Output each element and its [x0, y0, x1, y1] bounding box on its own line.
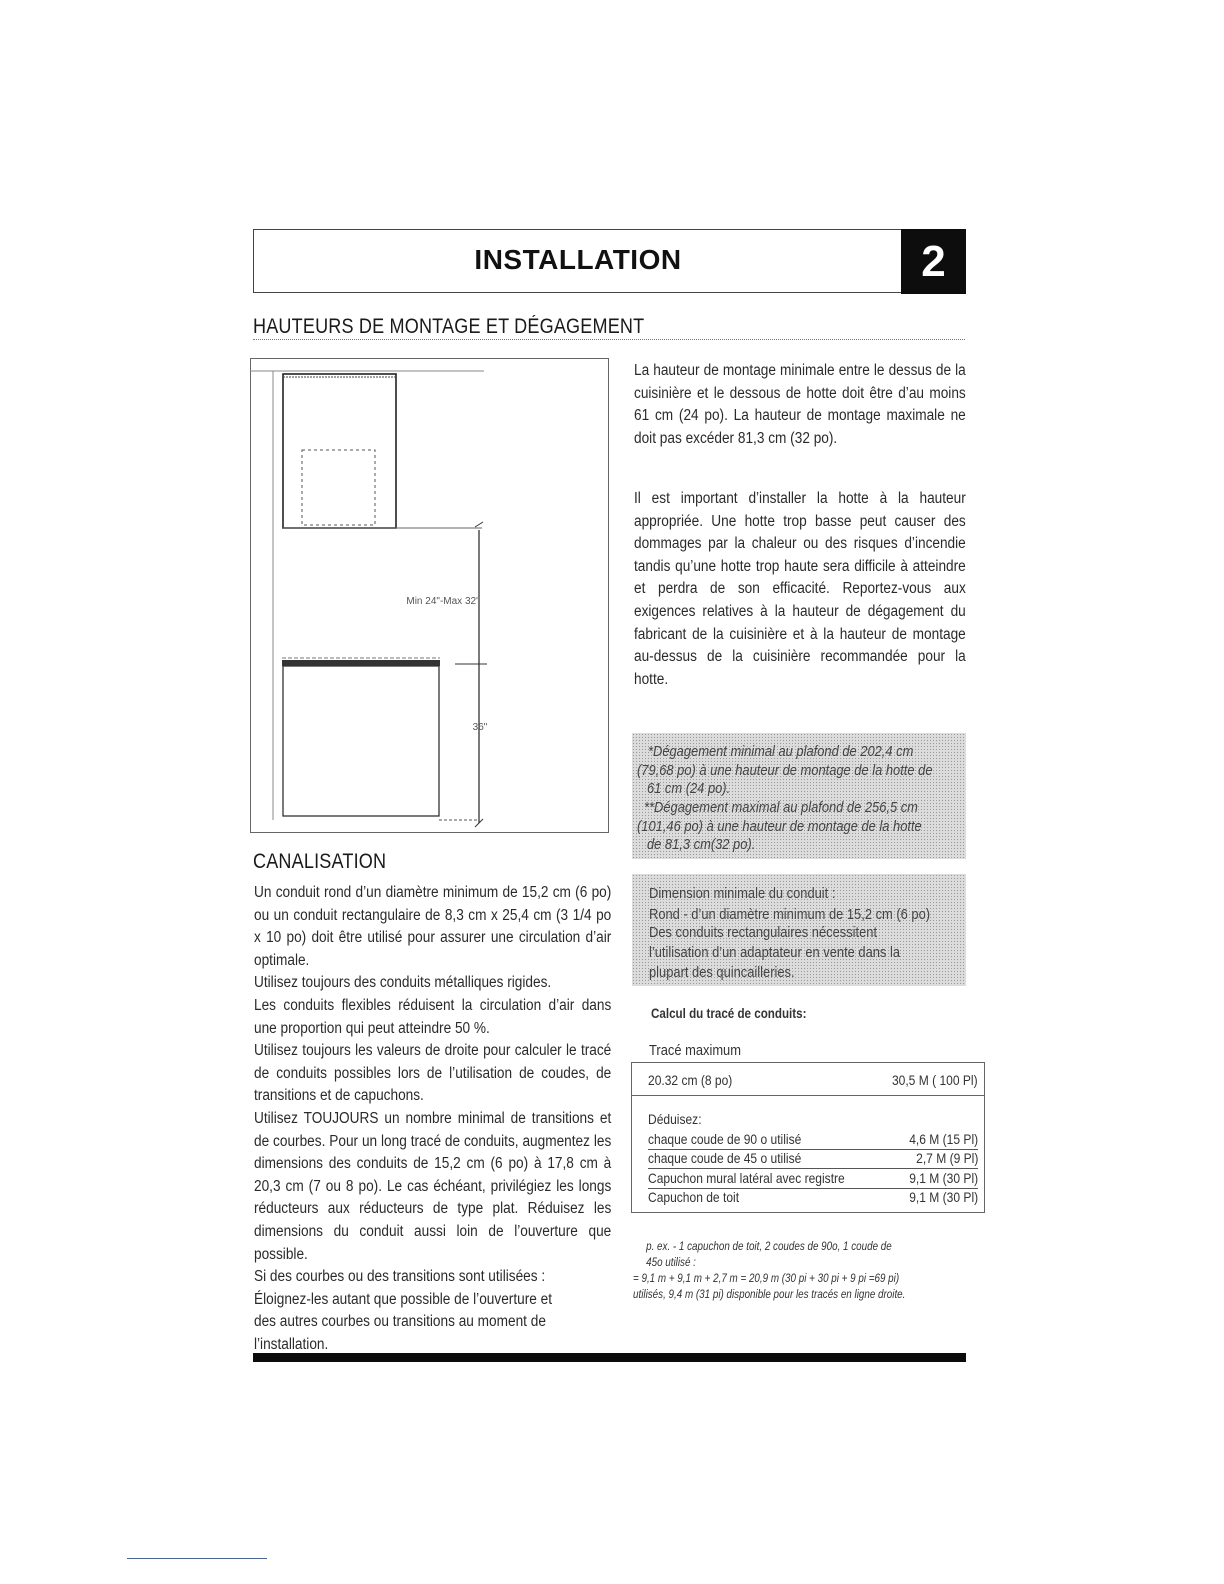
table-cell-label: 20.32 cm (8 po) — [648, 1072, 733, 1088]
table-row-deduct — [648, 1111, 978, 1129]
ducting-paragraph — [254, 882, 611, 1356]
ducting-paragraph-line: Utilisez toujours les valeurs de droite pour calculer le tracé de conduits possibles lors de l’utilisation de coudes, de transitions et de capuchons. — [254, 1042, 612, 1105]
table-cell-value: 9,1 M (30 Pl) — [909, 1189, 978, 1205]
section-divider — [253, 339, 965, 340]
clearance-note-line: (79,68 po) à une hauteur de montage de la hotte de — [637, 762, 933, 779]
ducting-paragraph-line: Éloignez-les autant que possible de l’ouverture et — [254, 1290, 553, 1308]
range-body-shape — [283, 666, 439, 816]
table-cell-label: Déduisez: — [648, 1111, 702, 1127]
table-cell-label: Capuchon de toit — [648, 1189, 740, 1205]
page-title: INSTALLATION — [474, 244, 682, 275]
min-max-height-label: Min 24"-Max 32" — [406, 596, 480, 607]
section-title-ducting: CANALISATION — [253, 850, 387, 873]
table-cell-value: 4,6 M (15 Pl) — [909, 1131, 978, 1147]
bottom-rule — [253, 1353, 966, 1362]
duct-note-line: Rond - d’un diamètre minimum de 15,2 cm (6 po) — [649, 906, 931, 923]
table-cell-value: 9,1 M (30 Pl) — [909, 1170, 978, 1186]
hood-filter-outline — [302, 450, 375, 525]
table-row — [648, 1189, 978, 1207]
clearance-note-line: *Dégagement minimal au plafond de 202,4 cm — [648, 743, 914, 760]
mounting-height-paragraph: La hauteur de montage minimale entre le dessus de la cuisinière et le dessous de hotte doit être d’au moins 61 cm (24 po). La hauteur de montage maximale ne doit pas excéder 81,3 cm (32 po). — [634, 362, 966, 447]
example-line: utilisés, 9,4 m (31 pi) disponible pour les tracés en ligne droite. — [633, 1287, 906, 1301]
duct-note-line: plupart des quincailleries. — [649, 964, 795, 981]
cooktop-surface — [282, 660, 440, 666]
table-row — [648, 1150, 978, 1169]
ducting-paragraph-line: des autres courbes ou transitions au moment de — [254, 1313, 546, 1331]
ducting-paragraph-line: Un conduit rond d’un diamètre minimum de 15,2 cm (6 po) ou un conduit rectangulaire de 8,3 cm x 25,4 cm (3 1/4 po x 10 po) doit être utilisé pour assurer une circulation d’air optimale. — [254, 884, 612, 969]
example-line: p. ex. - 1 capuchon de toit, 2 coudes de 90o, 1 coude de — [646, 1239, 892, 1253]
chapter-badge: 2 — [901, 229, 966, 294]
section-title-mounting-heights: HAUTEURS DE MONTAGE ET DÉGAGEMENT — [253, 315, 645, 338]
range-hood-shape — [283, 374, 396, 528]
ducting-paragraph-line: Utilisez TOUJOURS un nombre minimal de transitions et de courbes. Pour un long tracé de conduits, augmentez les dimensions des conduits de 15,2 cm (6 po) à 17,8 cm à 20,3 cm (7 ou 8 po). Le cas échéant, privilégiez les longs réducteurs aux réducteurs de type plat. Réduisez les dimensions du conduit aussi loin de l’ouverture que possible. — [254, 1109, 612, 1263]
mounting-height-diagram — [250, 358, 609, 833]
ducting-paragraph-line: Les conduits flexibles réduisent la circulation d’air dans une proportion qui peut atteindre 50 %. — [254, 996, 612, 1037]
importance-paragraph: Il est important d’installer la hotte à la hauteur appropriée. Une hotte trop basse peut causer des dommages par la chaleur ou des risques d’incendie tandis qu’une hotte trop haute sera difficile à atteindre et perdra de son efficacité. Reportez-vous aux exigences relatives à la hauteur de dégagement du fabricant de la cuisinière et à la hauteur de montage au-dessus de la cuisinière recommandée pour la hotte. — [634, 490, 966, 688]
table-cell-value: 2,7 M (9 Pl) — [915, 1150, 978, 1166]
example-line: = 9,1 m + 9,1 m + 2,7 m = 20,9 m (30 pi + 30 pi + 9 pi =69 pi) — [633, 1271, 900, 1285]
duct-calc-title: Calcul du tracé de conduits: — [651, 1006, 807, 1021]
counter-height-label: 36" — [472, 722, 488, 733]
table-row — [648, 1170, 978, 1189]
table-row — [648, 1131, 978, 1150]
clearance-note-line: 61 cm (24 po). — [647, 780, 731, 797]
clearance-note-line: de 81,3 cm(32 po). — [647, 836, 756, 853]
ducting-paragraph-line: Si des courbes ou des transitions sont utilisées : — [254, 1268, 546, 1286]
table-cell-label: Capuchon mural latéral avec registre — [648, 1170, 845, 1186]
duct-note-line: Des conduits rectangulaires nécessitent — [649, 924, 878, 941]
clearance-note-line: (101,46 po) à une hauteur de montage de la hotte — [637, 818, 922, 835]
clearance-note-line: **Dégagement maximal au plafond de 256,5 cm — [644, 799, 918, 816]
table-cell-label: chaque coude de 45 o utilisé — [648, 1150, 802, 1166]
table-row-max-run — [648, 1072, 978, 1090]
ducting-paragraph-line: Utilisez toujours des conduits métalliques rigides. — [254, 974, 552, 992]
duct-run-table — [631, 1062, 985, 1213]
max-run-label: Tracé maximum — [649, 1042, 741, 1059]
example-line: 45o utilisé : — [646, 1255, 696, 1269]
ducting-paragraph-line: l’installation. — [254, 1335, 329, 1353]
calculation-example — [633, 1238, 961, 1302]
table-cell-label: chaque coude de 90 o utilisé — [648, 1131, 802, 1147]
table-divider — [632, 1095, 984, 1096]
duct-note-line: Dimension minimale du conduit : — [649, 885, 836, 902]
duct-size-note-box — [632, 874, 966, 986]
clearance-note-box — [632, 733, 966, 859]
table-cell-value: 30,5 M ( 100 Pl) — [892, 1072, 978, 1088]
duct-note-line: l’utilisation d’un adaptateur en vente dans la — [649, 944, 901, 961]
footer-line — [127, 1558, 267, 1559]
mounting-diagram-svg — [250, 358, 609, 833]
